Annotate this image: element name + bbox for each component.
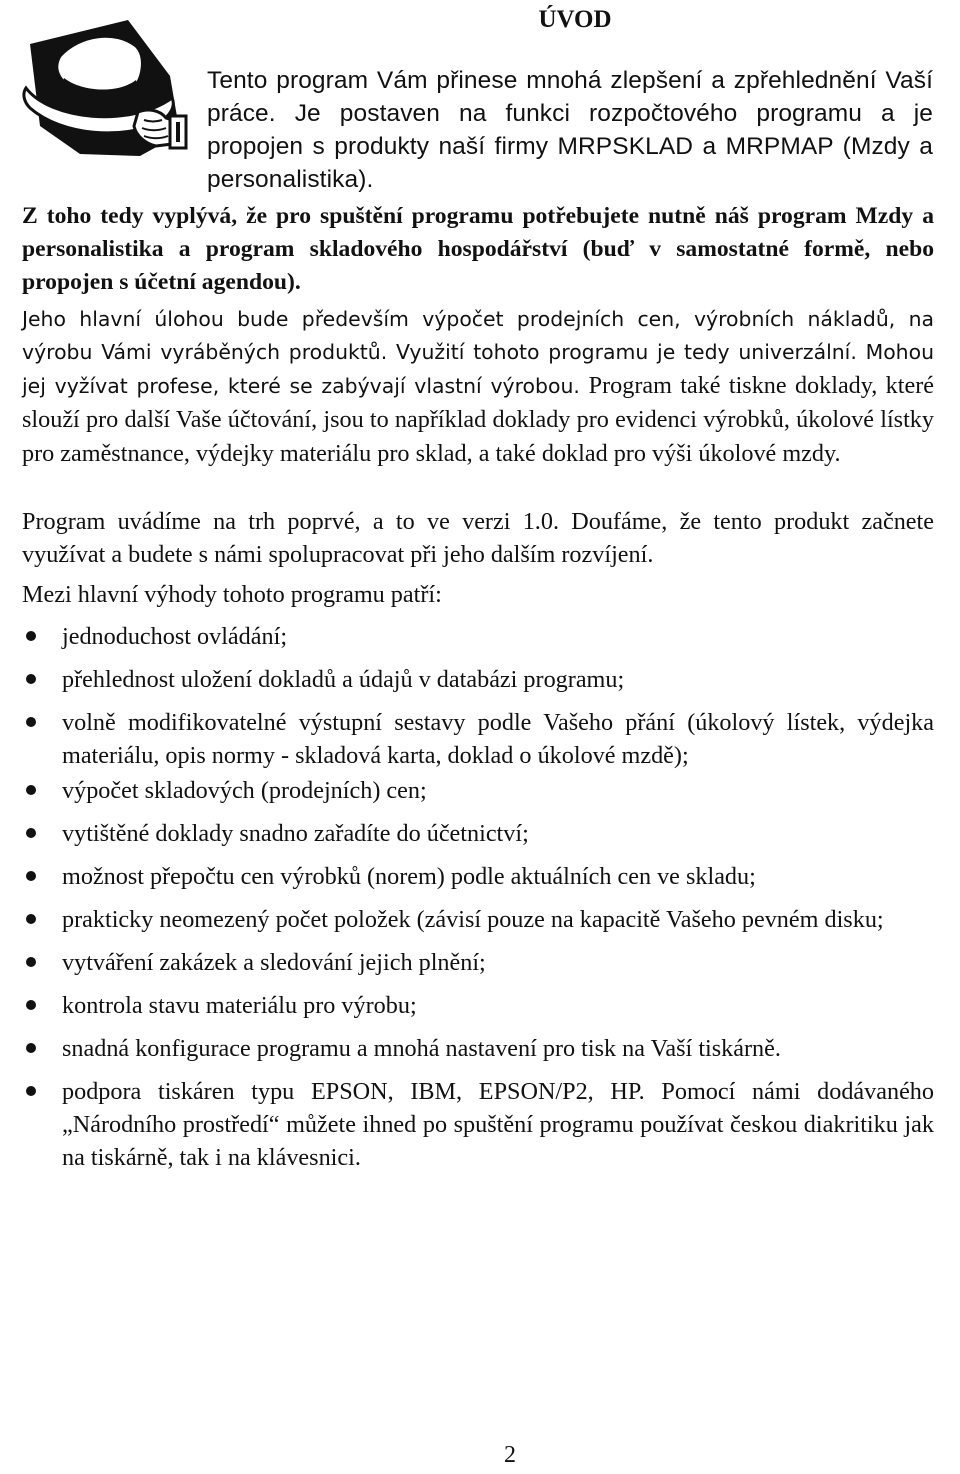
list-item	[22, 1075, 934, 1174]
list-item-text: prakticky neomezený počet položek (závisí pouze na kapacitě Vašeho pevném disku;	[62, 906, 884, 933]
purpose-paragraph	[22, 303, 934, 471]
bullet-icon	[26, 674, 36, 684]
advantages-intro: Mezi hlavní výhody tohoto programu patří:	[22, 581, 442, 608]
intro-paragraph: Tento program Vám přinese mnohá zlepšení a zpřehlednění Vaší práce. Je postaven na funkci rozpočtového programu a je propojen s produkty naší firmy MRPSKLAD a MRPMAP (Mzdy a personalistika).	[207, 67, 933, 193]
advantages-list	[22, 620, 934, 1174]
documents-text: Program také tiskne doklady, které slouží pro další Vaše účtování, jsou to například doklady pro evidenci výrobků, úkolové lístky pro zaměstnance, výdejky materiálu pro sklad, a také doklad pro výši úkolové mzdy.	[22, 372, 935, 467]
bullet-icon	[26, 1086, 36, 1096]
list-item	[22, 946, 934, 979]
bullet-icon	[26, 871, 36, 881]
list-item-text: kontrola stavu materiálu pro výrobu;	[62, 992, 417, 1019]
requirements-paragraph: Z toho tedy vyplývá, že pro spuštění programu potřebujete nutně náš program Mzdy a personalistika a program skladového hospodářství (buď v samostatné formě, nebo propojen s účetní agendou).	[22, 203, 934, 295]
bullet-icon	[26, 957, 36, 967]
list-item-text: vytváření zakázek a sledování jejich plnění;	[62, 949, 486, 976]
bullet-icon	[26, 785, 36, 795]
list-item-text: přehlednost uložení dokladů a údajů v databázi programu;	[62, 666, 625, 693]
list-item-text: snadná konfigurace programu a mnohá nastavení pro tisk na Vaší tiskárně.	[62, 1035, 781, 1062]
version-paragraph: Program uvádíme na trh poprvé, a to ve verzi 1.0. Doufáme, že tento produkt začnete využívat a budete s námi spolupracovat při jeho dalším rozvíjení.	[22, 508, 934, 568]
list-item	[22, 706, 934, 772]
list-item	[22, 774, 934, 807]
bullet-icon	[26, 631, 36, 641]
list-item-text: volně modifikovatelné výstupní sestavy podle Vašeho přání (úkolový lístek, výdejka materiálu, opis normy - skladová karta, doklad o úkolové mzdě);	[62, 709, 934, 769]
page-number: 2	[504, 1442, 516, 1468]
list-item-text: výpočet skladových (prodejních) cen;	[62, 777, 427, 804]
list-item-text: jednoduchost ovládání;	[62, 623, 288, 650]
list-item	[22, 620, 934, 653]
list-item-text: vytištěné doklady snadno zařadíte do účetnictví;	[62, 820, 529, 847]
purpose-text: Jeho hlavní úlohou bude především výpočet prodejních cen, výrobních nákladů, na výrobu Vámi vyráběných produktů. Využití tohoto programu je tedy univerzální. Mohou jej vyžívat profese, které se zabývají vlastní výrobou.	[22, 307, 934, 398]
list-item-text: podpora tiskáren typu EPSON, IBM, EPSON/P2, HP. Pomocí námi dodávaného „Národního prostředí“ můžete ihned po spuštění programu používat českou diakritiku jak na tiskárně, tak i na klávesnici.	[62, 1078, 934, 1171]
list-item	[22, 817, 934, 850]
bullet-icon	[26, 828, 36, 838]
list-item	[22, 663, 934, 696]
bullet-icon	[26, 1043, 36, 1053]
bullet-icon	[26, 914, 36, 924]
list-item	[22, 1032, 934, 1065]
page-title: ÚVOD	[538, 6, 612, 33]
hat-hand-logo-icon	[20, 16, 190, 166]
list-item	[22, 860, 934, 893]
list-item	[22, 989, 934, 1022]
list-item	[22, 903, 934, 936]
bullet-icon	[26, 1000, 36, 1010]
list-item-text: možnost přepočtu cen výrobků (norem) podle aktuálních cen ve skladu;	[62, 863, 756, 890]
bullet-icon	[26, 717, 36, 727]
